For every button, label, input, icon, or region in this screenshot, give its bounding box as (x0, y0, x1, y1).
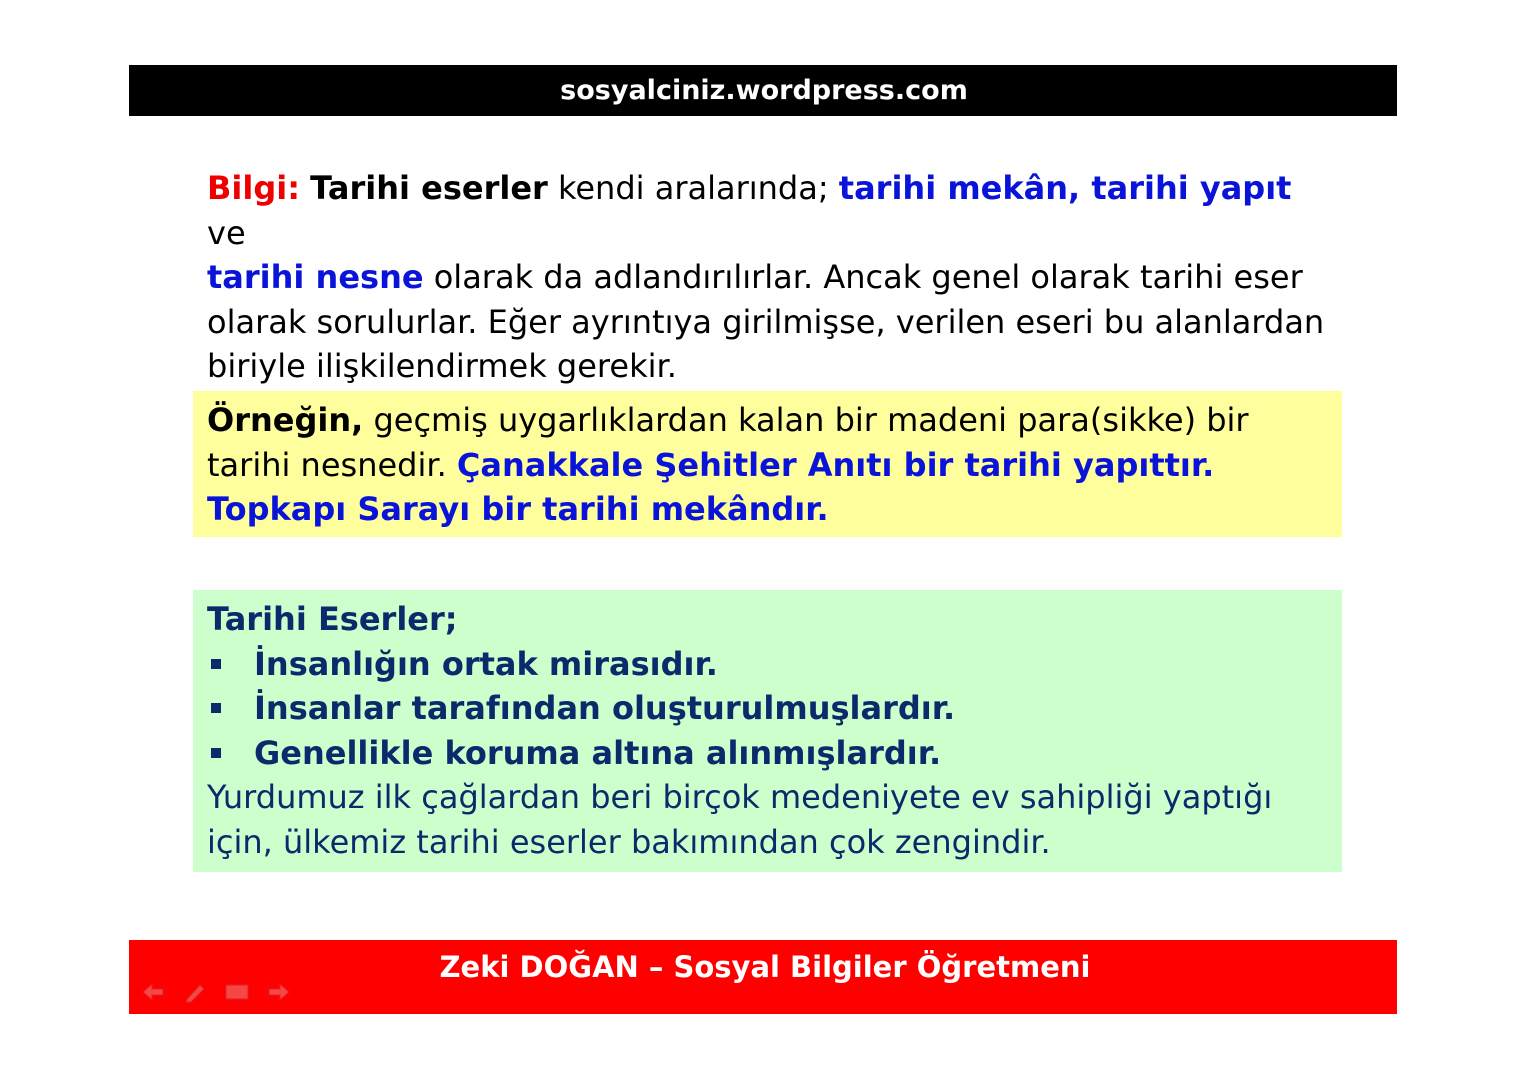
info-label: Bilgi: (207, 169, 300, 207)
square-bullet-icon (211, 659, 221, 669)
example-box (193, 391, 1342, 537)
back-arrow-icon[interactable] (139, 980, 167, 1004)
historical-works-box (193, 590, 1342, 872)
square-bullet-icon (211, 748, 221, 758)
list-item: Genellikle koruma altına alınmışlardır. (207, 731, 1342, 776)
info-paragraph (207, 166, 1327, 389)
footer-bar (129, 940, 1397, 1014)
historical-works-list (207, 642, 1342, 776)
example-blue-text: Çanakkale Şehitler Anıtı bir tarihi yapıttır. Topkapı Sarayı bir tarihi mekândır. (207, 445, 1215, 528)
list-item: İnsanlığın ortak mirasıdır. (207, 642, 1342, 687)
info-blue-terms-2: tarihi nesne (207, 258, 424, 296)
historical-works-closing: Yurdumuz ilk çağlardan beri birçok medeniyete ev sahipliği yaptığı için, ülkemiz tarihi eserler bakımından çok zengindir. (207, 778, 1273, 861)
list-item: İnsanlar tarafından oluşturulmuşlardır. (207, 686, 1342, 731)
example-bold-lead: Örneğin, (207, 401, 364, 439)
example-paragraph (207, 391, 1337, 532)
example-text: geçmiş uygarlıklardan kalan bir madeni para(sikke) bir tarihi nesnedir. (207, 401, 1249, 484)
historical-works-title: Tarihi Eserler; (207, 600, 458, 638)
slide-nav-controls (139, 980, 293, 1004)
info-bold-lead: Tarihi eserler (310, 169, 548, 207)
pen-icon[interactable] (181, 980, 209, 1004)
info-text-2: ve (207, 213, 246, 252)
info-text-1: kendi aralarında; (547, 169, 839, 207)
site-header-bar (129, 65, 1397, 116)
info-blue-terms-1: tarihi mekân, tarihi yapıt (838, 169, 1292, 207)
square-bullet-icon (211, 703, 221, 713)
site-url-label: sosyalciniz.wordpress.com (560, 75, 968, 106)
screen-icon[interactable] (223, 980, 251, 1004)
info-text-3: olarak da adlandırılırlar. Ancak genel olarak tarihi eser olarak sorulurlar. Eğer ayrıntıya girilmişse, verilen eseri bu alanlardan biriyle ilişkilendirmek gerekir. (207, 258, 1325, 385)
author-label: Zeki DOĞAN – Sosyal Bilgiler Öğretmeni (439, 950, 1091, 984)
forward-arrow-icon[interactable] (265, 980, 293, 1004)
